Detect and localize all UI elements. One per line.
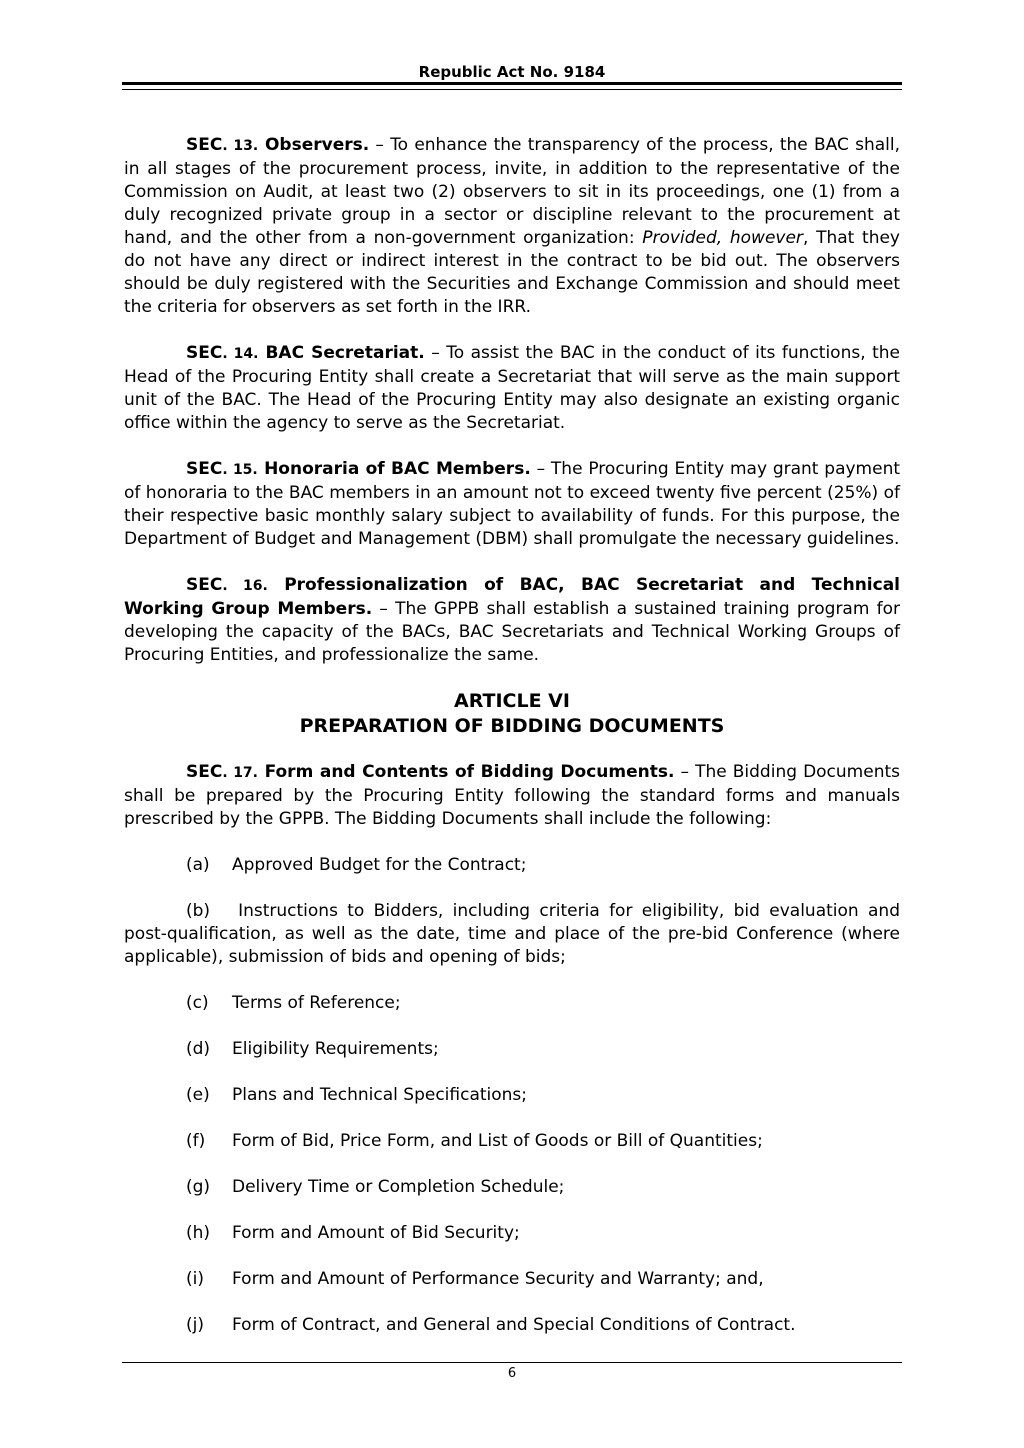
document-body [124,134,900,1337]
list-item: (f) Form of Bid, Price Form, and List of Goods or Bill of Quantities; [186,1131,763,1151]
section-14: SEC. 14. BAC Secretariat. – To assist the BAC in the conduct of its functions, the Head of the Procuring Entity shall create a Secretariat that will serve as the main support unit of the BAC. The Head of the Procuring Entity may also designate an existing organic office within the agency to serve as the Secretariat. [124,343,901,433]
section-13: SEC. 13. Observers. – To enhance the transparency of the process, the BAC shall, in all stages of the procurement process, invite, in addition to the representative of the Commission on Audit, at least two (2) observers to sit in its proceedings, one (1) from a duly recognized private group in a sector or discipline relevant to the procurement at hand, and the other from a non-government organization: Provided, however, That they do not have any direct or indirect interest in the contract to be bid out. The observers should be duly registered with the Securities and Exchange Commission and should meet the criteria for observers as set forth in the IRR. [124,135,901,317]
page-header-title: Republic Act No. 9184 [418,63,606,81]
section-15: SEC. 15. Honoraria of BAC Members. – The Procuring Entity may grant payment of honoraria to the BAC members in an amount not to exceed twenty five percent (25%) of their respective basic monthly salary subject to availability of funds. For this purpose, the Department of Budget and Management (DBM) shall promulgate the necessary guidelines. [124,459,901,549]
section-heading: SEC. 14. BAC Secretariat. [186,343,425,363]
article-number: ARTICLE VI [454,690,570,712]
list-item: (d) Eligibility Requirements; [186,1039,439,1059]
list-item: (e) Plans and Technical Specifications; [186,1085,528,1105]
article-title: PREPARATION OF BIDDING DOCUMENTS [299,715,725,737]
footer-rule [122,1362,902,1363]
list-item: (g) Delivery Time or Completion Schedule; [186,1177,565,1197]
list-item: (a) Approved Budget for the Contract; [186,855,527,875]
list-item: (c) Terms of Reference; [186,993,401,1013]
section-17: SEC. 17. Form and Contents of Bidding Documents. – The Bidding Documents shall be prepared by the Procuring Entity following the standard forms and manuals prescribed by the GPPB. The Bidding Documents shall include the following: [124,762,900,829]
section-heading: SEC. 16. Professionalization of BAC, BAC Secretariat and Technical Working Group Members. [124,575,901,619]
section-heading: SEC. 15. Honoraria of BAC Members. [186,459,531,479]
list-item: (j) Form of Contract, and General and Special Conditions of Contract. [186,1315,796,1335]
section-16: SEC. 16. Professionalization of BAC, BAC Secretariat and Technical Working Group Members. – The GPPB shall establish a sustained training program for developing the capacity of the BACs, BAC Secretariats and Technical Working Groups of Procuring Entities, and professionalize the same. [124,575,901,665]
list-item: (b) Instructions to Bidders, including criteria for eligibility, bid evaluation and post-qualification, as well as the date, time and place of the pre-bid Conference (where applicable), submission of bids and opening of bids; [124,901,900,967]
section-heading: SEC. 13. Observers. [186,135,370,155]
list-item: (i) Form and Amount of Performance Security and Warranty; and, [186,1269,764,1289]
header-rule-thick [122,82,902,85]
section-heading: SEC. 17. Form and Contents of Bidding Documents. [186,762,675,782]
page-number: 6 [507,1366,517,1381]
article-heading [124,689,900,739]
list-item: (h) Form and Amount of Bid Security; [186,1223,520,1243]
header-rule-thin [122,89,902,90]
